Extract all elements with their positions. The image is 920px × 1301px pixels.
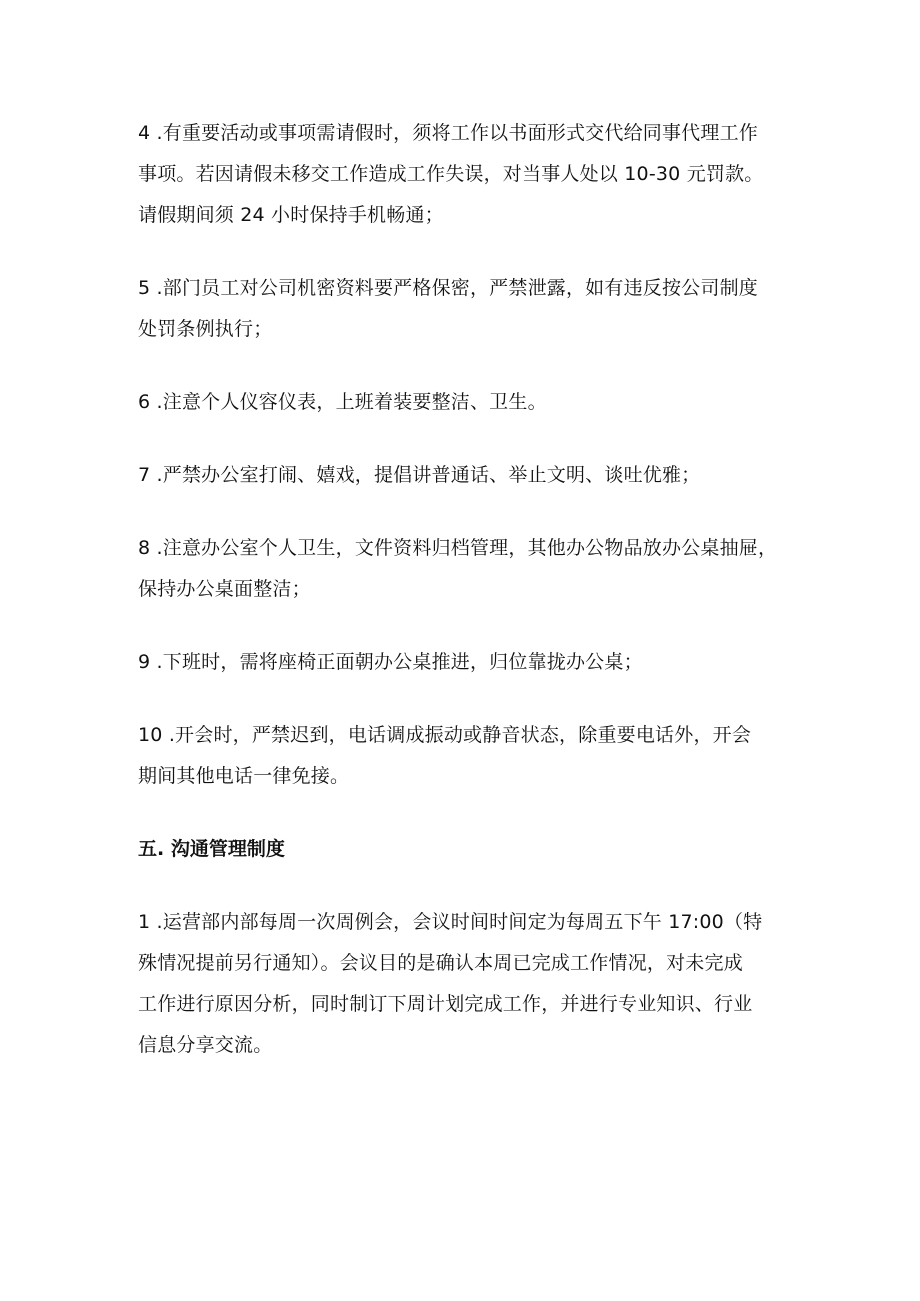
text-line: 6 .注意个人仪容仪表，上班着装要整洁、卫生。 xyxy=(138,391,547,413)
section-heading: 五. 沟通管理制度 xyxy=(138,838,285,860)
text-line: 5 .部门员工对公司机密资料要严格保密，严禁泄露，如有违反按公司制度 xyxy=(138,277,758,299)
text-line: 请假期间须 24 小时保持手机畅通； xyxy=(138,204,444,226)
text-line: 殊情况提前另行通知）。会议目的是确认本周已完成工作情况，对未完成 xyxy=(138,952,743,974)
text-line: 9 .下班时，需将座椅正面朝办公桌推进，归位靠拢办公桌； xyxy=(138,651,643,673)
text-line: 保持办公桌面整洁； xyxy=(138,578,311,600)
rule-item-4 xyxy=(138,113,798,236)
rule-item-5 xyxy=(138,268,798,350)
text-line: 4 .有重要活动或事项需请假时，须将工作以书面形式交代给同事代理工作 xyxy=(138,122,758,144)
text-line: 7 .严禁办公室打闹、嬉戏，提倡讲普通话、举止文明、谈吐优雅； xyxy=(138,464,701,486)
communication-item-1 xyxy=(138,902,798,1066)
rule-item-10 xyxy=(138,715,798,797)
text-line: 工作进行原因分析，同时制订下周计划完成工作，并进行专业知识、行业 xyxy=(138,993,753,1015)
text-line: 处罚条例执行； xyxy=(138,318,273,340)
rule-item-9 xyxy=(138,642,798,683)
text-line: 8 .注意办公室个人卫生，文件资料归档管理，其他办公物品放办公桌抽屉， xyxy=(138,537,778,559)
text-line: 事项。若因请假未移交工作造成工作失误，对当事人处以 10-30 元罚款。 xyxy=(138,163,764,185)
text-line: 10 .开会时，严禁迟到，电话调成振动或静音状态，除重要电话外，开会 xyxy=(138,724,752,746)
text-line: 1 .运营部内部每周一次周例会，会议时间时间定为每周五下午 17:00（特 xyxy=(138,911,763,933)
rule-item-8 xyxy=(138,528,798,610)
document-body xyxy=(138,113,798,1098)
rule-item-7 xyxy=(138,455,798,496)
text-line: 期间其他电话一律免接。 xyxy=(138,765,350,787)
text-line: 信息分享交流。 xyxy=(138,1034,273,1056)
rule-item-6 xyxy=(138,382,798,423)
